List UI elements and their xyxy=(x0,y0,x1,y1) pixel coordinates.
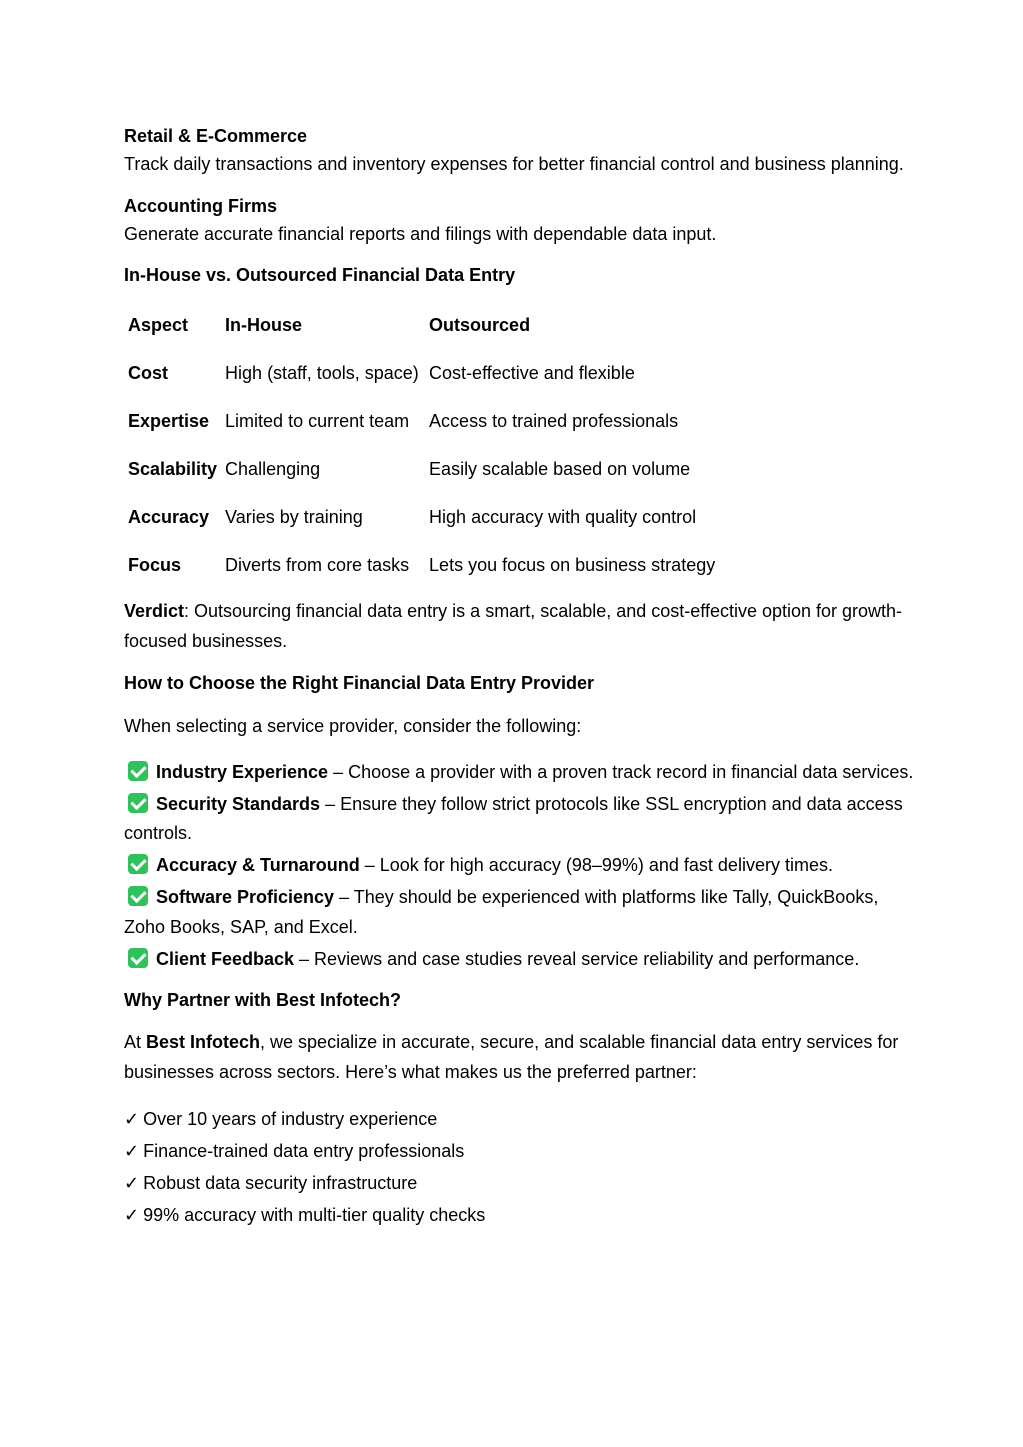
criterion-title: Software Proficiency xyxy=(156,887,335,907)
cell-inhouse: Limited to current team xyxy=(225,410,410,431)
header-aspect: Aspect xyxy=(128,314,189,335)
criterion-text: – Reviews and case studies reveal service reliability and performance. xyxy=(294,948,860,969)
criteria-list xyxy=(124,758,914,975)
choose-lead: When selecting a service provider, consider the following: xyxy=(124,716,582,736)
comparison-table xyxy=(124,301,719,589)
cell-inhouse: Varies by training xyxy=(225,506,363,527)
cell-outsourced: High accuracy with quality control xyxy=(429,506,697,527)
tick-icon: ✓ xyxy=(124,1173,140,1193)
criterion-title: Client Feedback xyxy=(156,948,295,969)
cell-outsourced: Easily scalable based on volume xyxy=(429,458,691,479)
document-content xyxy=(124,123,914,1231)
header-outsourced: Outsourced xyxy=(429,314,531,335)
intro-suffix: , we specialize in accurate, secure, and scalable financial data entry services for businesses across sectors. Here’s what makes us the preferred partner: xyxy=(124,1032,899,1082)
check-mark-icon xyxy=(128,886,148,906)
cell-aspect: Cost xyxy=(128,362,168,383)
feature-text: 99% accuracy with multi-tier quality checks xyxy=(143,1205,486,1225)
industry-accounting xyxy=(124,193,914,250)
industry-description: Generate accurate financial reports and filings with dependable data input. xyxy=(124,223,717,244)
brand-name: Best Infotech xyxy=(146,1032,261,1052)
cell-aspect: Accuracy xyxy=(128,506,210,527)
table-row xyxy=(124,541,719,589)
list-item xyxy=(124,1167,914,1199)
list-item xyxy=(124,1199,914,1231)
tick-icon: ✓ xyxy=(124,1205,140,1225)
cell-aspect: Focus xyxy=(128,554,182,575)
list-item xyxy=(124,1103,914,1135)
verdict-paragraph xyxy=(124,597,914,656)
why-intro xyxy=(124,1028,914,1087)
list-item xyxy=(124,1135,914,1167)
tick-icon: ✓ xyxy=(124,1109,140,1129)
choose-heading: How to Choose the Right Financial Data Entry Provider xyxy=(124,673,595,693)
check-mark-icon xyxy=(128,761,148,781)
industry-retail xyxy=(124,123,914,180)
verdict-label: Verdict xyxy=(124,601,185,621)
list-item xyxy=(124,945,914,975)
feature-text: Finance-trained data entry professionals xyxy=(143,1141,465,1161)
tick-icon: ✓ xyxy=(124,1141,140,1161)
intro-prefix: At xyxy=(124,1032,147,1052)
table-row xyxy=(124,349,719,397)
criterion-title: Security Standards xyxy=(156,793,321,814)
feature-text: Over 10 years of industry experience xyxy=(143,1109,438,1129)
table-row xyxy=(124,493,719,541)
check-mark-icon xyxy=(128,793,148,813)
industry-description: Track daily transactions and inventory expenses for better financial control and business planning. xyxy=(124,154,904,174)
header-inhouse: In-House xyxy=(225,314,303,335)
cell-outsourced: Access to trained professionals xyxy=(429,410,679,431)
industry-title: Retail & E-Commerce xyxy=(124,126,308,146)
criterion-title: Accuracy & Turnaround xyxy=(156,855,360,875)
check-mark-icon xyxy=(128,854,148,874)
table-header-row xyxy=(124,301,719,349)
criterion-text: – They should be experienced with platforms like Tally, QuickBooks, Zoho Books, SAP, and Excel. xyxy=(124,887,879,937)
cell-aspect: Expertise xyxy=(128,410,210,431)
verdict-text: : Outsourcing financial data entry is a smart, scalable, and cost-effective option for growth-focused businesses. xyxy=(124,601,903,651)
industry-title: Accounting Firms xyxy=(124,195,278,216)
comparison-heading: In-House vs. Outsourced Financial Data Entry xyxy=(124,265,516,285)
list-item xyxy=(124,758,914,788)
cell-inhouse: High (staff, tools, space) xyxy=(225,362,419,383)
cell-outsourced: Cost-effective and flexible xyxy=(429,362,635,383)
list-item xyxy=(124,851,914,881)
cell-inhouse: Challenging xyxy=(225,458,321,479)
criterion-text: – Choose a provider with a proven track record in financial data services. xyxy=(328,761,914,782)
criterion-title: Industry Experience xyxy=(156,761,329,782)
list-item xyxy=(124,790,914,849)
feature-text: Robust data security infrastructure xyxy=(143,1173,418,1193)
feature-list xyxy=(124,1103,914,1231)
cell-inhouse: Diverts from core tasks xyxy=(225,554,410,575)
cell-outsourced: Lets you focus on business strategy xyxy=(429,554,716,575)
criterion-text: – Look for high accuracy (98–99%) and fast delivery times. xyxy=(359,855,833,875)
criterion-text: – Ensure they follow strict protocols like SSL encryption and data access controls. xyxy=(124,793,903,843)
list-item xyxy=(124,883,914,942)
table-row xyxy=(124,445,719,493)
check-mark-icon xyxy=(128,948,148,968)
table-row xyxy=(124,397,719,445)
why-heading: Why Partner with Best Infotech? xyxy=(124,990,402,1010)
cell-aspect: Scalability xyxy=(128,458,218,479)
